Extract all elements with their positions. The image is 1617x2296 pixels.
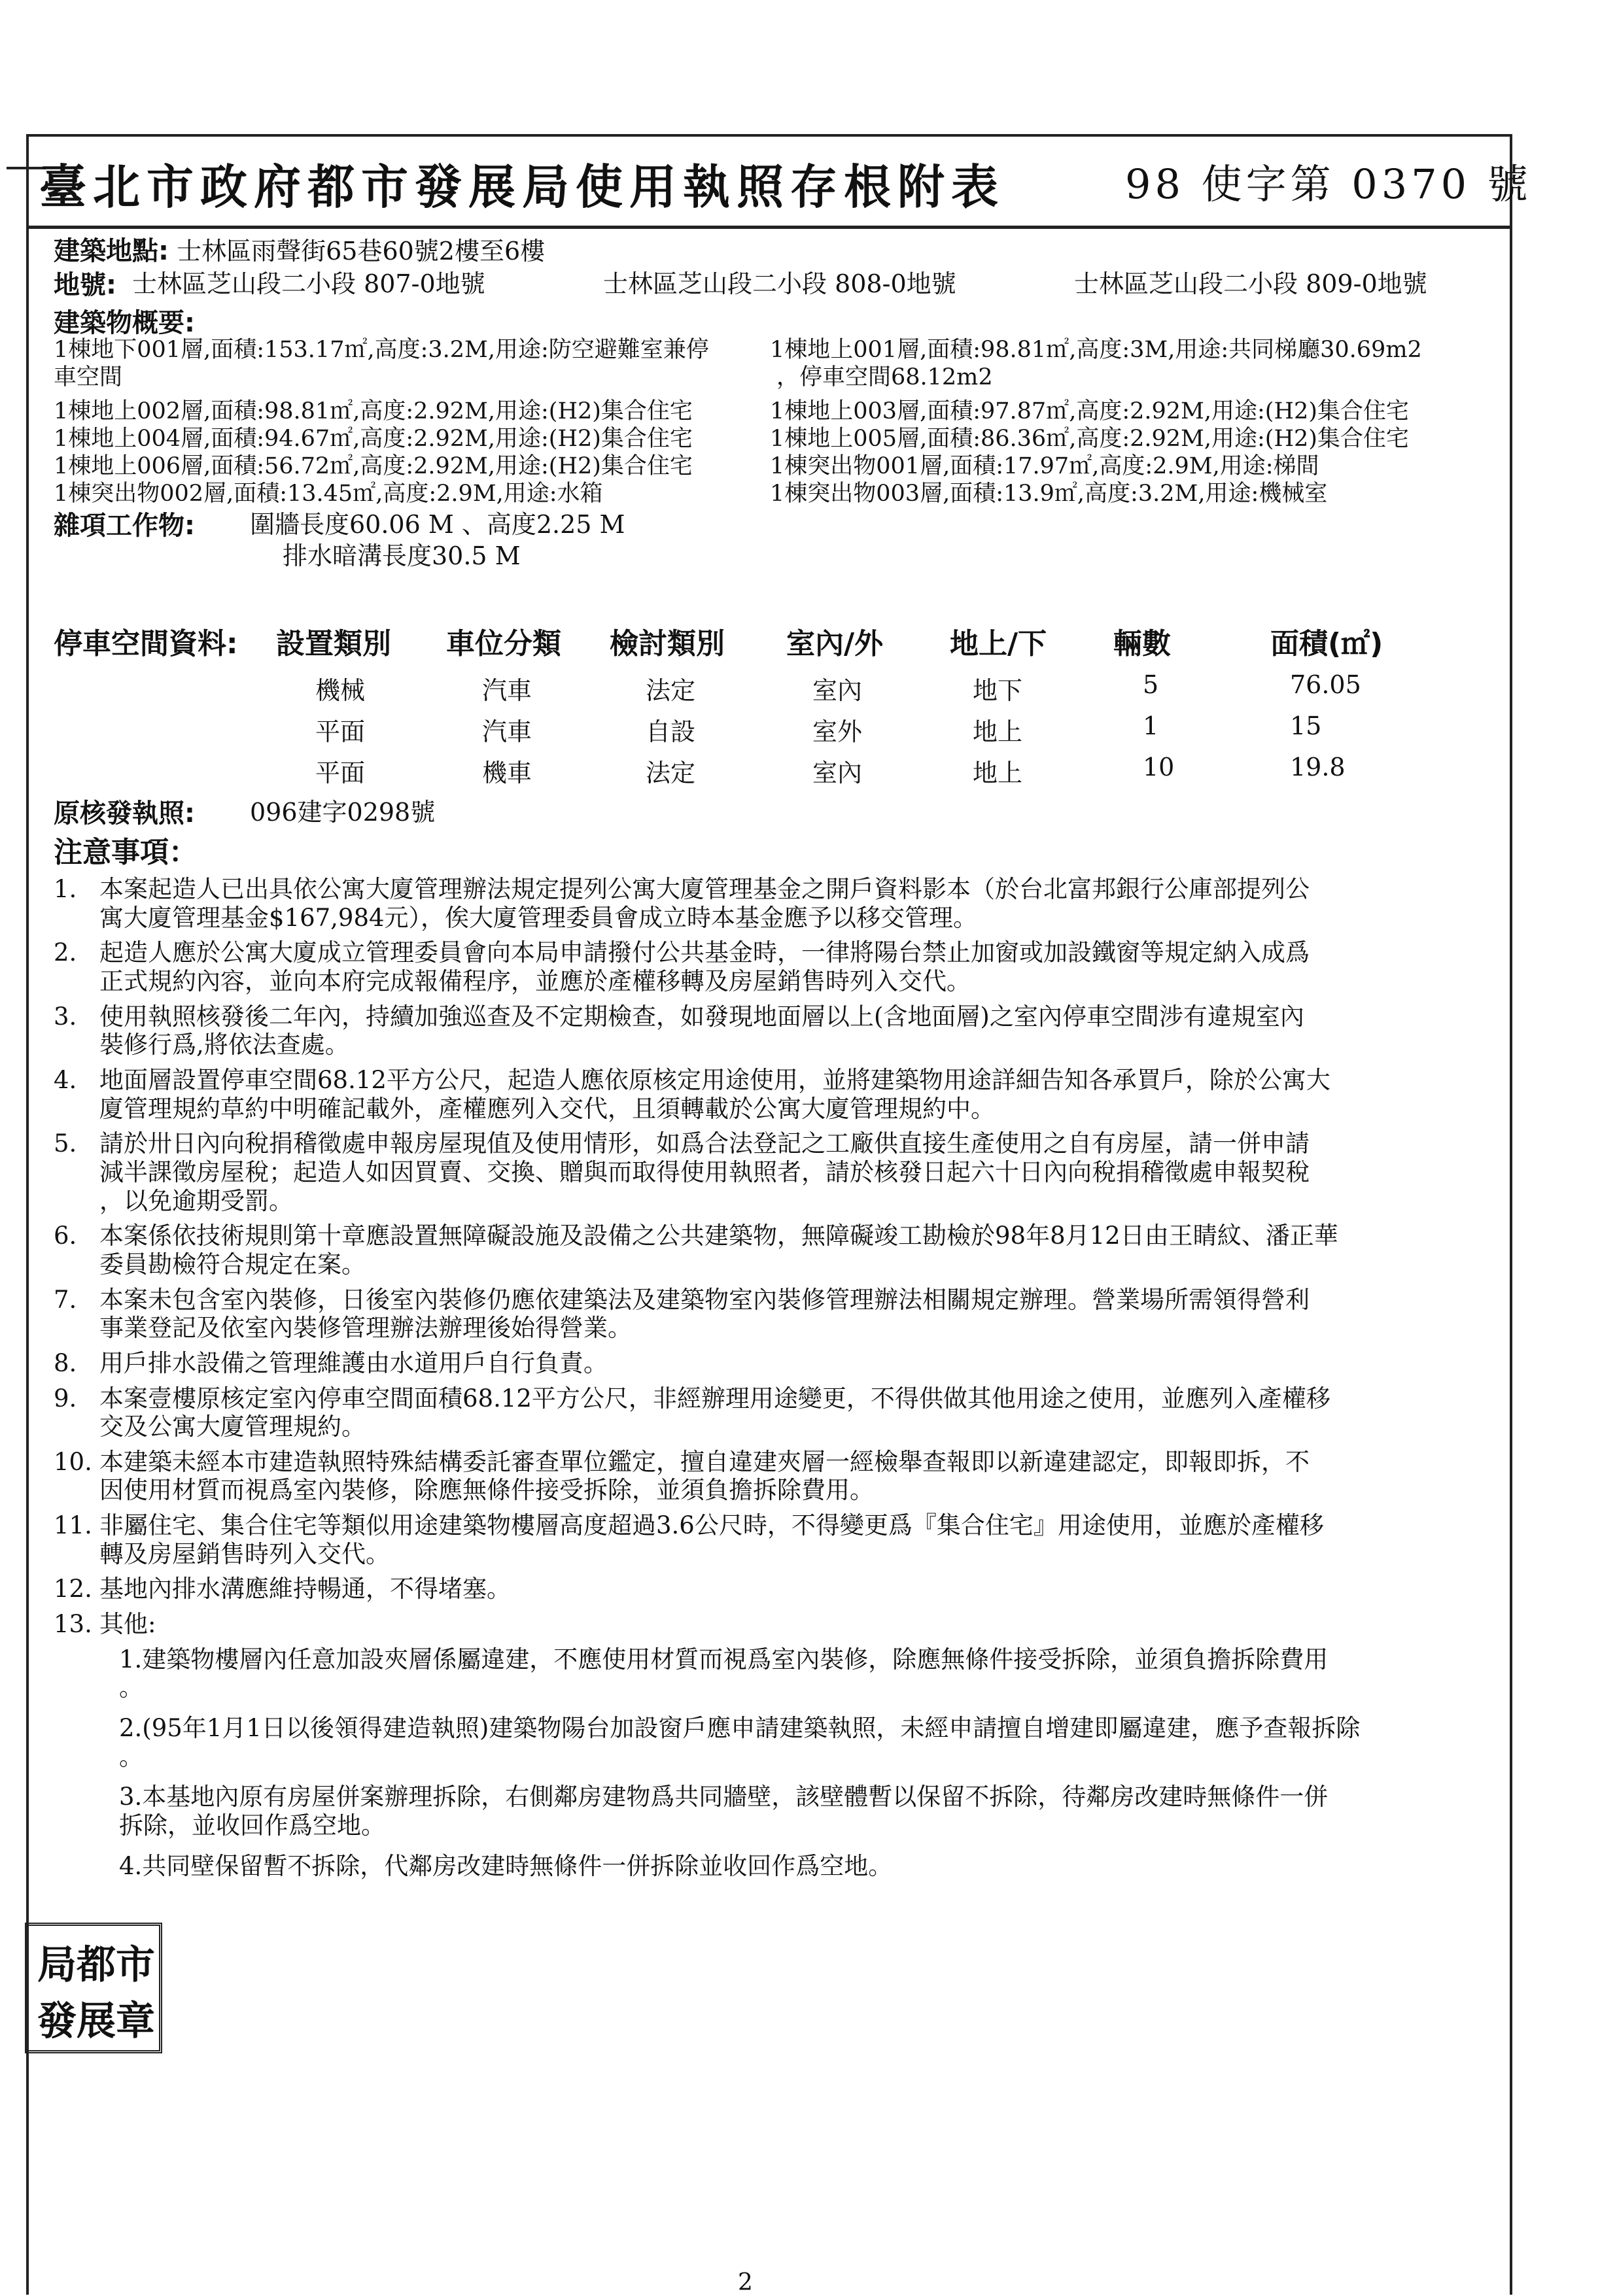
other-note-item	[119, 1783, 1480, 1840]
parking-cell: 平面	[315, 759, 366, 787]
note-line: 因使用材質而視爲室內裝修，除應無條件接受拆除，並須負擔拆除費用。	[99, 1476, 874, 1505]
overview-cell: ，停車空間68.12m2	[776, 364, 993, 390]
site-value: 士林區雨聲街65巷60號2樓至6樓	[177, 237, 546, 266]
notes-label-row	[54, 836, 1480, 874]
note-item	[54, 1575, 1480, 1603]
original-row	[54, 798, 1480, 836]
parking-cell: 地下	[973, 676, 1023, 705]
other-note-line: 1.建築物樓層內任意加設夾層係屬違建，不應使用材質而視爲室內裝修，除應無條件接受拆除，並須負擔拆除費用	[119, 1645, 1329, 1673]
overview-cell: 1棟地上003層,面積:97.87㎡,高度:2.92M,用途:(H2)集合住宅	[770, 398, 1409, 424]
overview-cell: 1棟地上005層,面積:86.36㎡,高度:2.92M,用途:(H2)集合住宅	[770, 426, 1409, 452]
other-note-item	[119, 1714, 1480, 1771]
seal-char: 章	[116, 1998, 155, 2044]
note-line: 正式規約內容，並向本府完成報備程序，並應於產權移轉及房屋銷售時列入交代。	[99, 967, 971, 995]
parking-label: 停車空間資料:	[54, 627, 238, 660]
other-note-line: 。	[119, 1742, 143, 1771]
overview-table	[54, 336, 1480, 507]
parking-col-header: 檢討類別	[610, 627, 725, 660]
other-note-item	[119, 1645, 1480, 1702]
overview-cell: 1棟突出物002層,面積:13.45㎡,高度:2.9M,用途:水箱	[54, 481, 603, 507]
overview-label-row	[54, 307, 1480, 336]
note-line: 請於卅日內向稅捐稽徵處申報房屋現值及使用情形，如爲合法登記之工廠供直接生產使用之自有房屋，請一併申請	[99, 1129, 1310, 1158]
parking-row	[54, 753, 1493, 785]
parking-cell: 機車	[482, 759, 532, 787]
overview-cell: 1棟地上002層,面積:98.81㎡,高度:2.92M,用途:(H2)集合住宅	[54, 398, 693, 424]
note-line: 廈管理規約草約中明確記載外，產權應列入交代，且須轉載於公寓大廈管理規約中。	[99, 1094, 995, 1123]
parking-cell: 19.8	[1290, 753, 1346, 781]
overview-label: 建築物概要:	[54, 308, 195, 338]
parking-row	[54, 670, 1493, 703]
parking-cell: 76.05	[1290, 670, 1361, 699]
other-note-line: 。	[119, 1673, 143, 1702]
overview-cell: 1棟地上006層,面積:56.72㎡,高度:2.92M,用途:(H2)集合住宅	[54, 453, 693, 479]
parking-cell: 汽車	[482, 717, 532, 746]
note-item	[54, 1002, 1480, 1059]
overview-cell: 1棟突出物001層,面積:17.97㎡,高度:2.9M,用途:梯間	[770, 453, 1319, 479]
note-line: 使用執照核發後二年內，持續加強巡查及不定期檢查，如發現地面層以上(含地面層)之室內停車空間涉有違規室內	[99, 1002, 1304, 1031]
seal-glyphs	[37, 1934, 155, 2044]
parking-cell: 10	[1143, 753, 1175, 781]
seal-char: 市	[116, 1942, 155, 1988]
note-number: 10.	[54, 1447, 92, 1476]
note-number: 1.	[54, 875, 77, 903]
parking-cell: 5	[1143, 670, 1159, 699]
parking-col-header: 地上/下	[950, 627, 1047, 660]
misc-line-1: 圍牆長度60.06 M 、高度2.25 M	[250, 510, 625, 539]
note-number: 13.	[54, 1610, 92, 1639]
overview-cell: 1棟地上001層,面積:98.81㎡,高度:3M,用途:共同梯廳30.69m2	[770, 337, 1422, 363]
note-item	[54, 1286, 1480, 1343]
document-title: 臺北市政府都市發展局使用執照存根附表	[39, 159, 1005, 214]
parking-cell: 機械	[315, 676, 366, 705]
note-line: 基地內排水溝應維持暢通，不得堵塞。	[99, 1575, 511, 1603]
note-number: 12.	[54, 1575, 92, 1603]
overview-row	[54, 453, 1480, 480]
note-line: 本案未包含室內裝修，日後室內裝修仍應依建築法及建築物室內裝修管理辦法相關規定辦理。營業場所需領得營利	[99, 1285, 1310, 1314]
note-line: 裝修行爲,將依法查處。	[99, 1031, 349, 1059]
note-number: 5.	[54, 1129, 77, 1158]
parking-header-row	[54, 620, 1493, 660]
seal-char: 發	[37, 1998, 77, 2044]
note-number: 9.	[54, 1384, 77, 1413]
note-line: 本案起造人已出具依公寓大廈管理辦法規定提列公寓大廈管理基金之開戶資料影本（於台北富邦銀行公庫部提列公	[99, 875, 1310, 903]
note-line: 非屬住宅、集合住宅等類似用途建築物樓層高度超過3.6公尺時，不得變更爲『集合住宅』用途使用，並應於產權移	[99, 1511, 1324, 1540]
note-line: 用戶排水設備之管理維護由水道用戶自行負責。	[99, 1348, 608, 1377]
overview-cell: 車空間	[54, 364, 123, 390]
note-item	[54, 1222, 1480, 1278]
other-note-line: 拆除，並收回作爲空地。	[119, 1811, 385, 1840]
parking-cell: 地上	[973, 759, 1023, 787]
official-seal	[25, 1923, 162, 2053]
note-line: 地面層設置停車空間68.12平方公尺，起造人應依原核定用途使用，並將建築物用途詳細告知各承買戶，除於公寓大	[99, 1065, 1330, 1094]
parking-cell: 法定	[646, 759, 696, 787]
misc-row-2	[54, 541, 1480, 573]
note-item	[54, 1384, 1480, 1441]
parking-col-header: 室內/外	[786, 627, 884, 660]
seal-char: 都	[77, 1942, 116, 1988]
other-note-line: 4.共同壁保留暫不拆除，代鄰房改建時無條件一併拆除並收回作爲空地。	[119, 1851, 893, 1880]
parking-cell: 法定	[646, 676, 696, 705]
parking-col-header: 面積(㎡)	[1270, 627, 1383, 660]
note-item	[54, 1448, 1480, 1505]
note-item	[54, 1066, 1480, 1123]
note-line: 交及公寓大廈管理規約。	[99, 1413, 366, 1441]
note-line: 減半課徵房屋稅；起造人如因買賣、交換、贈與而取得使用執照者，請於核發日起六十日內向稅捐稽徵處申報契稅	[99, 1157, 1310, 1186]
other-notes	[54, 1645, 1480, 1881]
note-number: 8.	[54, 1348, 77, 1377]
parking-row	[54, 711, 1493, 744]
parking-cell: 15	[1290, 711, 1322, 740]
note-item	[54, 938, 1480, 995]
note-number: 11.	[54, 1511, 92, 1540]
other-note-item	[119, 1852, 1480, 1881]
overview-row	[54, 364, 1480, 391]
parking-col-header: 車位分類	[446, 627, 561, 660]
note-item	[54, 1349, 1480, 1378]
lot-value-1: 士林區芝山段二小段 807-0地號	[132, 269, 485, 298]
site-label: 建築地點:	[54, 236, 169, 266]
parking-cell: 室內	[812, 676, 863, 705]
parking-cell: 自設	[646, 717, 696, 746]
note-number: 3.	[54, 1002, 77, 1031]
note-item	[54, 1129, 1480, 1215]
note-line: 本案係依技術規則第十章應設置無障礙設施及設備之公共建築物，無障礙竣工勘檢於98年8月12日由王睛紋、潘正華	[99, 1222, 1338, 1250]
note-item	[54, 875, 1480, 932]
overview-cell: 1棟地上004層,面積:94.67㎡,高度:2.92M,用途:(H2)集合住宅	[54, 426, 693, 452]
note-line: 起造人應於公寓大廈成立管理委員會向本局申請撥付公共基金時，一律將陽台禁止加窗或加設鐵窗等規定納入成爲	[99, 938, 1310, 967]
original-permit	[54, 798, 1480, 874]
lot-label: 地號:	[54, 270, 116, 300]
note-line: 本案壹樓原核定室內停車空間面積68.12平方公尺，非經辦理用途變更，不得供做其他用途之使用，並應列入產權移	[99, 1384, 1330, 1413]
page-number: 2	[738, 2269, 753, 2296]
note-item	[54, 1511, 1480, 1568]
lot-value-2: 士林區芝山段二小段 808-0地號	[603, 269, 956, 298]
misc-line-2: 排水暗溝長度30.5 M	[283, 541, 521, 570]
original-label: 原核發執照:	[54, 798, 195, 829]
note-number: 7.	[54, 1285, 77, 1314]
parking-cell: 汽車	[482, 676, 532, 705]
note-line: 寓大廈管理基金$167,984元），俟大廈管理委員會成立時本基金應予以移交管理。	[99, 903, 978, 932]
seal-char: 展	[77, 1998, 116, 2044]
note-line: 本建築未經本市建造執照特殊結構委託審查單位鑑定，擅自違建夾層一經檢舉查報即以新違建認定，即報即拆，不	[99, 1447, 1310, 1476]
parking-cell: 平面	[315, 717, 366, 746]
parking-col-header: 設置類別	[276, 627, 391, 660]
misc-label: 雜項工作物:	[54, 511, 195, 541]
site-row	[54, 235, 1480, 269]
overview-cell: 1棟突出物003層,面積:13.9㎡,高度:3.2M,用途:機械室	[770, 481, 1328, 507]
lot-row	[54, 269, 1480, 307]
note-line: ，以免逾期受罰。	[99, 1186, 293, 1215]
permit-number: 98 使字第 0370 號	[1125, 160, 1532, 208]
note-line: 事業登記及依室內裝修管理辦法辦理後始得營業。	[99, 1314, 632, 1343]
building-info	[54, 235, 1480, 573]
overview-row	[54, 480, 1480, 507]
notes-label: 注意事項：	[54, 836, 198, 869]
note-item	[54, 1610, 1480, 1639]
overview-row	[54, 398, 1480, 425]
note-number: 2.	[54, 938, 77, 967]
notes-list	[54, 875, 1480, 1892]
overview-row	[54, 425, 1480, 453]
misc-row	[54, 510, 1480, 541]
parking-col-header: 輛數	[1113, 627, 1171, 660]
note-line: 委員勘檢符合規定在案。	[99, 1250, 366, 1278]
parking-cell: 地上	[973, 717, 1023, 746]
overview-cell: 1棟地下001層,面積:153.17㎡,高度:3.2M,用途:防空避難室兼停	[54, 337, 709, 363]
original-value: 096建字0298號	[250, 798, 436, 827]
parking-cell: 1	[1143, 711, 1159, 740]
overview-row	[54, 336, 1480, 364]
other-note-line: 3.本基地內原有房屋併案辦理拆除，右側鄰房建物爲共同牆壁，該壁體暫以保留不拆除，待鄰房改建時無條件一併	[119, 1783, 1329, 1811]
parking-cell: 室外	[812, 717, 863, 746]
seal-char: 局	[37, 1942, 77, 1988]
note-number: 4.	[54, 1065, 77, 1094]
lot-value-3: 士林區芝山段二小段 809-0地號	[1074, 269, 1427, 298]
note-line: 轉及房屋銷售時列入交代。	[99, 1539, 390, 1568]
note-line: 其他:	[99, 1610, 156, 1639]
other-note-line: 2.(95年1月1日以後領得建造執照)建築物陽台加設窗戶應申請建築執照，未經申請擅自增建即屬違建，應予查報拆除	[119, 1714, 1361, 1743]
parking-cell: 室內	[812, 759, 863, 787]
note-number: 6.	[54, 1222, 77, 1250]
